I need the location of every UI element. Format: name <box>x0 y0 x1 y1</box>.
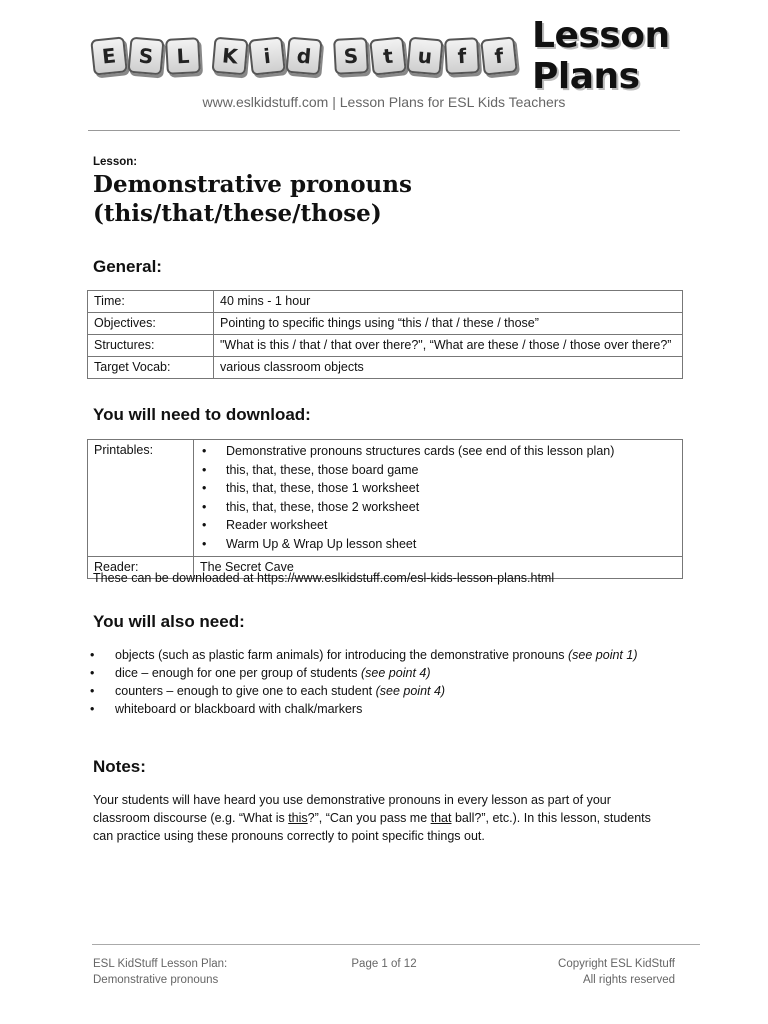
logo-block: S <box>333 37 369 75</box>
esl-kidstuff-logo <box>92 15 768 97</box>
list-item <box>90 682 680 700</box>
download-note: These can be downloaded at https://www.eslkidstuff.com/esl-kids-lesson-plans.html <box>93 571 555 585</box>
footer-right-line2: All rights reserved <box>582 974 675 986</box>
logo-block: L <box>165 37 201 75</box>
download-table <box>87 439 683 579</box>
notes-paragraph <box>93 791 663 845</box>
notes-heading: Notes: <box>93 757 146 776</box>
lesson-title-line2: (this/that/these/those) <box>93 200 382 227</box>
download-heading: You will need to download: <box>93 405 311 424</box>
list-item: • this, that, these, those board game <box>200 461 676 480</box>
list-item: • Reader worksheet <box>200 516 676 535</box>
lesson-title-line1: Demonstrative pronouns <box>93 171 412 198</box>
logo-block: i <box>248 36 286 75</box>
list-item: • Demonstrative pronouns structures cards (see end of this lesson plan) <box>200 442 676 461</box>
row-key: Time: <box>88 291 214 313</box>
item-text: dice – enough for one per group of students <box>115 666 362 680</box>
row-key: Printables: <box>88 440 194 557</box>
header-divider <box>88 130 680 131</box>
logo-block: t <box>369 36 407 75</box>
item-text: whiteboard or blackboard with chalk/markers <box>115 702 363 716</box>
lesson-label: Lesson: <box>93 156 138 168</box>
also-need-list <box>90 646 680 718</box>
row-key: Reader: <box>88 556 194 578</box>
logo-block: f <box>480 36 518 75</box>
logo-blocks <box>92 38 516 74</box>
row-value: The Secret Cave <box>194 556 683 578</box>
list-item: • this, that, these, those 2 worksheet <box>200 498 676 517</box>
page-number: Page 1 of 12 <box>351 958 417 970</box>
item-ref: (see point 4) <box>361 666 431 680</box>
also-need-heading: You will also need: <box>93 612 245 631</box>
notes-text: Your students will have heard you use demonstrative pronouns in every lesson as part of your classroom discourse (e.g. “What is <box>93 793 611 825</box>
table-row <box>88 291 683 313</box>
table-row <box>88 440 683 557</box>
list-item <box>90 646 680 664</box>
item-text: counters – enough to give one to each student <box>115 684 376 698</box>
logo-block: K <box>211 37 248 76</box>
item-ref: (see point 4) <box>375 684 446 698</box>
list-item: • Warm Up & Wrap Up lesson sheet <box>200 535 676 554</box>
row-key: Objectives: <box>88 313 214 335</box>
list-item <box>90 700 680 718</box>
notes-underlined: this <box>288 811 308 825</box>
logo-block: u <box>406 37 443 76</box>
printables-cell <box>194 440 683 557</box>
footer-left-line2: Demonstrative pronouns <box>93 974 219 986</box>
footer-left-line1: ESL KidStuff Lesson Plan: <box>93 958 228 970</box>
site-tagline: www.eslkidstuff.com | Lesson Plans for ESL Kids Teachers <box>202 94 566 110</box>
lesson-title <box>93 170 653 228</box>
footer-right <box>558 956 675 988</box>
item-ref: (see point 1) <box>568 648 638 662</box>
notes-underlined: that <box>430 811 452 825</box>
table-row <box>88 335 683 357</box>
logo-block: d <box>285 37 322 76</box>
row-value: "What is this / that / that over there?", “What are these / those / those over there?” <box>214 335 683 357</box>
row-value: Pointing to specific things using “this / that / these / those” <box>214 313 683 335</box>
table-row <box>88 313 683 335</box>
row-value: various classroom objects <box>214 357 683 379</box>
row-value: 40 mins - 1 hour <box>214 291 683 313</box>
printables-list <box>200 442 676 554</box>
general-table <box>87 290 683 379</box>
notes-text: ?”, “Can you pass me <box>307 811 431 825</box>
notes-text: ball?”, etc.). In this lesson, students can practice using these pronouns correctly to point specific things out. <box>93 811 651 843</box>
footer-right-line1: Copyright ESL KidStuff <box>558 958 675 970</box>
table-row <box>88 357 683 379</box>
row-key: Structures: <box>88 335 214 357</box>
logo-block: f <box>444 37 480 75</box>
lesson-plans-heading: Lesson Plans <box>532 15 670 97</box>
logo-block: E <box>90 36 128 75</box>
general-heading: General: <box>93 257 162 276</box>
footer-divider <box>92 944 700 945</box>
logo-block: S <box>127 37 164 76</box>
list-item: • this, that, these, those 1 worksheet <box>200 479 676 498</box>
row-key: Target Vocab: <box>88 357 214 379</box>
list-item <box>90 664 680 682</box>
item-text: objects (such as plastic farm animals) for introducing the demonstrative pronouns <box>115 648 568 662</box>
